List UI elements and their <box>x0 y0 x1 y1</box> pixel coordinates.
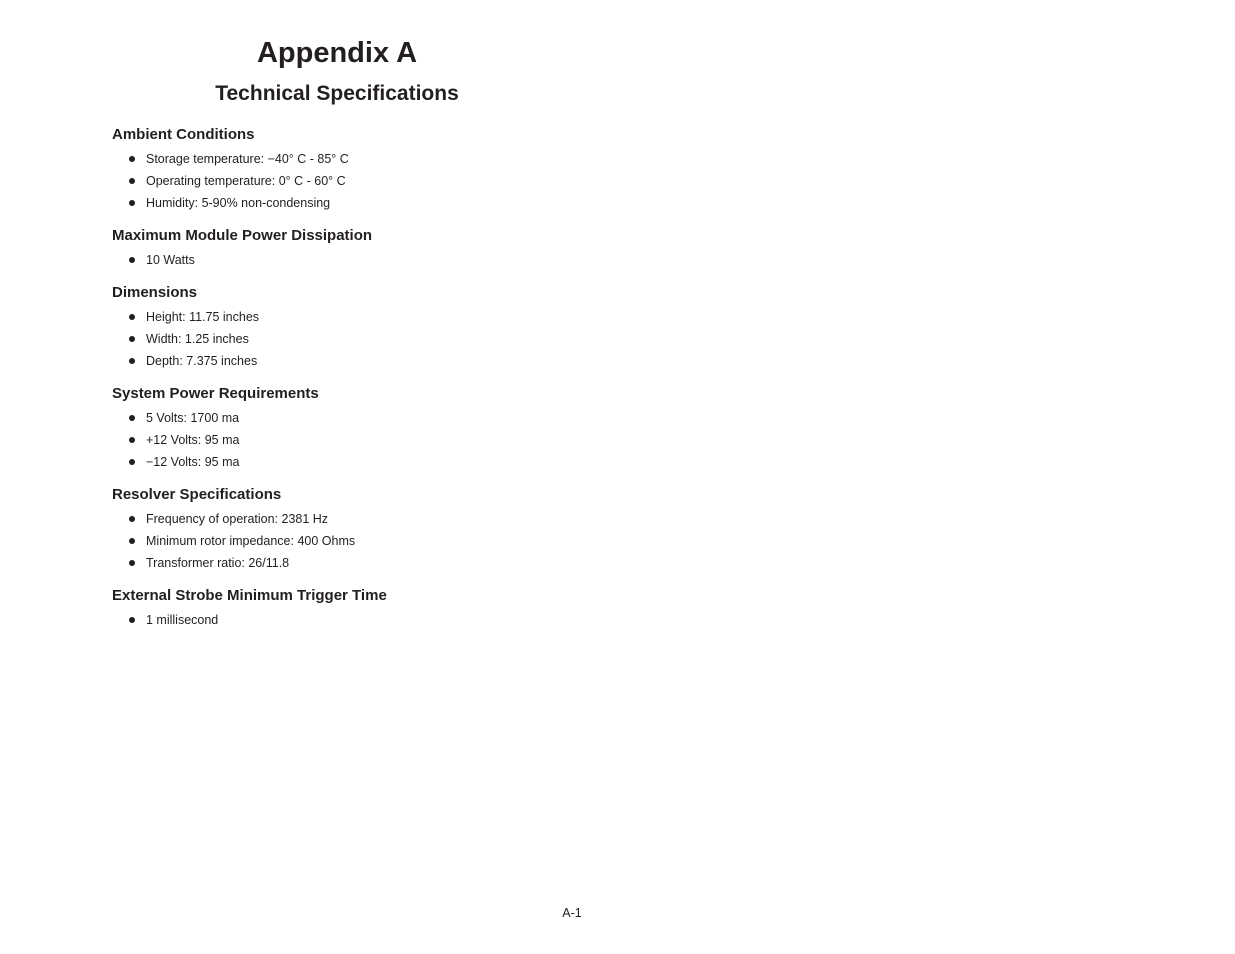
list-item <box>112 249 612 271</box>
list-item <box>112 429 612 451</box>
spec-list <box>112 609 612 631</box>
spec-list <box>112 148 612 214</box>
list-item-text: Transformer ratio: 26/11.8 <box>146 556 290 570</box>
page-number: A-1 <box>562 906 582 920</box>
bullet-icon <box>129 538 135 544</box>
section-external-strobe <box>112 586 612 631</box>
list-item <box>112 552 612 574</box>
bullet-icon <box>129 200 135 206</box>
bullet-icon <box>129 257 135 263</box>
list-item <box>112 328 612 350</box>
bullet-icon <box>129 314 135 320</box>
spec-content <box>112 125 612 631</box>
list-item-text: 10 Watts <box>146 253 195 267</box>
list-item <box>112 451 612 473</box>
list-item-text: Operating temperature: 0° C - 60° C <box>146 174 346 188</box>
spec-list <box>112 407 612 473</box>
spec-list <box>112 508 612 574</box>
list-item-text: Humidity: 5-90% non-condensing <box>146 196 331 210</box>
list-item-text: Height: 11.75 inches <box>146 310 260 324</box>
spec-list <box>112 306 612 372</box>
list-item-text: Frequency of operation: 2381 Hz <box>146 512 329 526</box>
list-item <box>112 306 612 328</box>
list-item <box>112 407 612 429</box>
list-item-text: Minimum rotor impedance: 400 Ohms <box>146 534 356 548</box>
list-item <box>112 508 612 530</box>
bullet-icon <box>129 516 135 522</box>
bullet-icon <box>129 560 135 566</box>
section-system-power <box>112 384 612 473</box>
page-subtitle: Technical Specifications <box>215 82 459 105</box>
page-title: Appendix A <box>256 37 418 69</box>
section-dimensions <box>112 283 612 372</box>
section-max-power-dissipation <box>112 226 612 271</box>
bullet-icon <box>129 336 135 342</box>
list-item <box>112 530 612 552</box>
spec-list <box>112 249 612 271</box>
list-item-text: 5 Volts: 1700 ma <box>146 411 240 425</box>
list-item <box>112 350 612 372</box>
section-heading: Resolver Specifications <box>112 486 282 503</box>
list-item-text: Depth: 7.375 inches <box>146 354 258 368</box>
list-item-text: −12 Volts: 95 ma <box>146 455 240 469</box>
section-ambient-conditions <box>112 125 612 214</box>
bullet-icon <box>129 415 135 421</box>
bullet-icon <box>129 437 135 443</box>
bullet-icon <box>129 617 135 623</box>
list-item <box>112 609 612 631</box>
list-item-text: Storage temperature: −40° C - 85° C <box>146 152 349 166</box>
list-item <box>112 170 612 192</box>
bullet-icon <box>129 459 135 465</box>
section-resolver-specs <box>112 485 612 574</box>
section-heading: External Strobe Minimum Trigger Time <box>112 587 387 604</box>
list-item-text: +12 Volts: 95 ma <box>146 433 240 447</box>
section-heading: Maximum Module Power Dissipation <box>112 227 373 244</box>
list-item-text: Width: 1.25 inches <box>146 332 249 346</box>
list-item <box>112 192 612 214</box>
bullet-icon <box>129 178 135 184</box>
section-heading: Dimensions <box>112 284 198 301</box>
bullet-icon <box>129 156 135 162</box>
list-item <box>112 148 612 170</box>
bullet-icon <box>129 358 135 364</box>
section-heading: Ambient Conditions <box>112 126 255 143</box>
section-heading: System Power Requirements <box>112 385 319 402</box>
list-item-text: 1 millisecond <box>146 613 219 627</box>
